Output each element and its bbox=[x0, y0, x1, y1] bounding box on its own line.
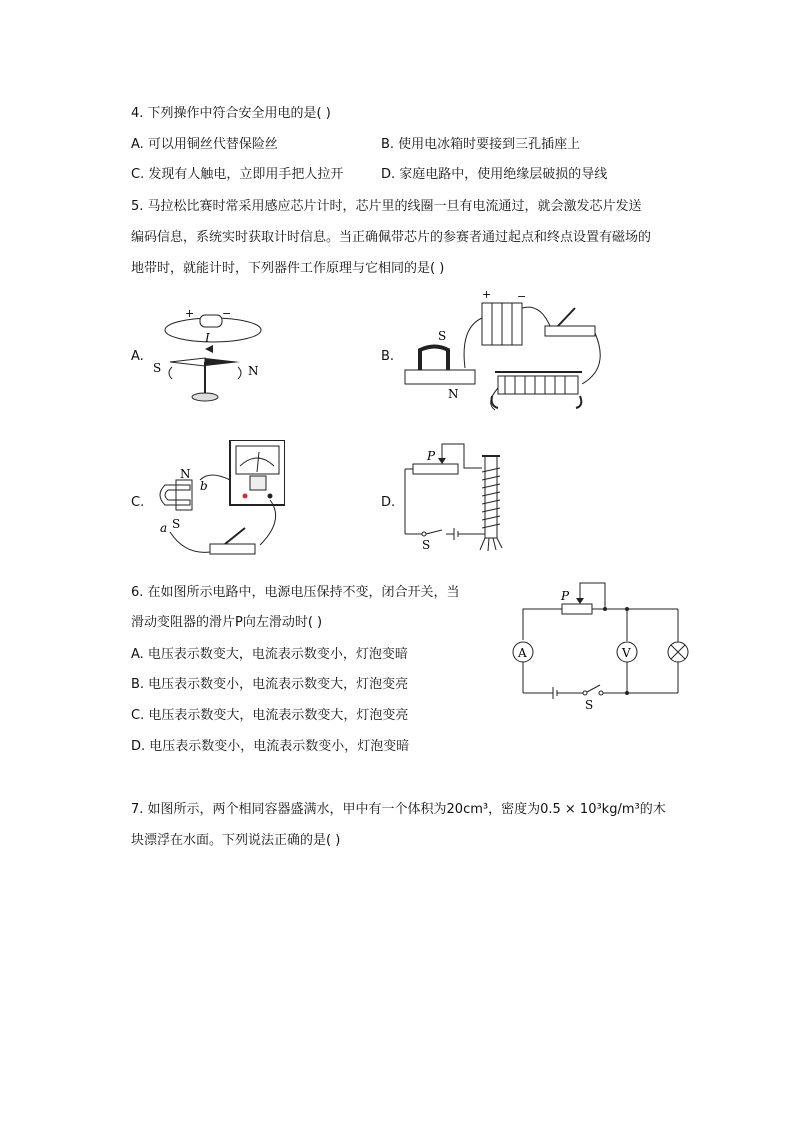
q5-stem-line1: 5. 马拉松比赛时常采用感应芯片计时，芯片里的线圈一旦有电流通过，就会激发芯片发送 bbox=[131, 199, 642, 214]
fig-b-plus-label: + bbox=[482, 288, 492, 301]
q5-option-c-label[interactable]: C. bbox=[131, 495, 145, 510]
needle-s-label: S bbox=[153, 361, 162, 375]
q6-option-c[interactable]: C. 电压表示数变大，电流表示数变大，灯泡变亮 bbox=[131, 708, 409, 723]
q5-option-a-label[interactable]: A. bbox=[131, 349, 144, 364]
q4-option-d[interactable]: D. 家庭电路中，使用绝缘层破损的导线 bbox=[381, 167, 608, 182]
q4-option-c[interactable]: C. 发现有人触电，立即用手把人拉开 bbox=[131, 167, 344, 182]
fig-d-p-label: P bbox=[427, 449, 436, 463]
q5-option-d-label[interactable]: D. bbox=[381, 495, 396, 510]
electromagnet-figure bbox=[400, 438, 515, 558]
fig-c-s-label: S bbox=[172, 517, 181, 531]
q6-option-b[interactable]: B. 电压表示数变小，电流表示数变大，灯泡变亮 bbox=[131, 677, 409, 692]
q5-stem-line3: 地带时，就能计时，下列器件工作原理与它相同的是( ) bbox=[131, 261, 445, 276]
q6-stem-line2: 滑动变阻器的滑片P向左滑动时( ) bbox=[131, 615, 323, 630]
q4-option-a[interactable]: A. 可以用铜丝代替保险丝 bbox=[131, 137, 278, 152]
q7-stem-line2: 块漂浮在水面。下列说法正确的是( ) bbox=[131, 833, 341, 848]
battery-plus-label: + bbox=[185, 307, 195, 320]
q4-stem: 4. 下列操作中符合安全用电的是( ) bbox=[131, 106, 331, 121]
fig-c-n-label: N bbox=[180, 467, 191, 481]
q4-option-b[interactable]: B. 使用电冰箱时要接到三孔插座上 bbox=[381, 137, 581, 152]
q7-stem-line1: 7. 如图所示，两个相同容器盛满水，甲中有一个体积为20cm³，密度为0.5 × 10³kg/m³的木 bbox=[131, 802, 666, 817]
fig-b-minus-label: − bbox=[517, 290, 527, 303]
battery-minus-label: − bbox=[222, 307, 232, 320]
fig-b-n-label: N bbox=[448, 387, 459, 401]
motor-circuit-figure bbox=[400, 288, 605, 418]
fig-c-b-label: b bbox=[200, 479, 208, 493]
q6-switch-s-label: S bbox=[585, 698, 594, 712]
q5-stem-line2: 编码信息，系统实时获取计时信息。当正确佩带芯片的参赛者通过起点和终点设置有磁场的 bbox=[131, 230, 652, 245]
q6-stem-line1: 6. 在如图所示电路中，电源电压保持不变，闭合开关，当 bbox=[131, 585, 460, 600]
voltmeter-label: V bbox=[622, 646, 631, 660]
q5-option-b-label[interactable]: B. bbox=[381, 349, 395, 364]
fig-b-s-label: S bbox=[438, 329, 447, 343]
current-label: I bbox=[205, 331, 210, 345]
fig-c-a-label: a bbox=[160, 521, 168, 535]
rheostat-p-label: P bbox=[561, 589, 570, 603]
q6-circuit-figure bbox=[505, 575, 700, 715]
fig-d-s-label: S bbox=[422, 538, 431, 552]
q6-option-d[interactable]: D. 电压表示数变小，电流表示数变小，灯泡变暗 bbox=[131, 739, 410, 754]
q6-option-a[interactable]: A. 电压表示数变大，电流表示数变小，灯泡变暗 bbox=[131, 647, 408, 662]
galvanometer-figure bbox=[150, 440, 285, 565]
ammeter-label: A bbox=[518, 646, 527, 660]
oersted-experiment-figure bbox=[150, 305, 280, 410]
needle-n-label: N bbox=[248, 364, 259, 378]
